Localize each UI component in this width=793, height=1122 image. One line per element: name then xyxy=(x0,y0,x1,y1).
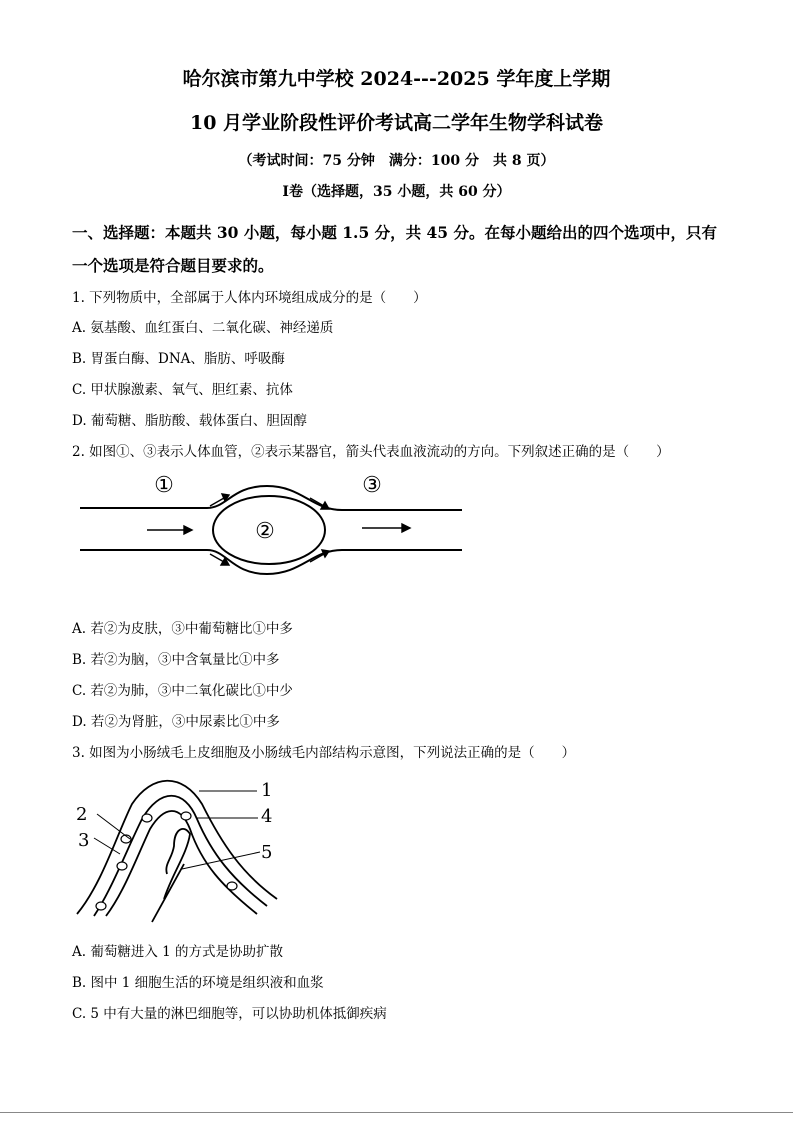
question-3-option-c: C. 5 中有大量的淋巴细胞等，可以协助机体抵御疾病 xyxy=(72,1006,387,1022)
label-1: 1 xyxy=(261,780,273,801)
question-1-option-d: D. 葡萄糖、脂肪酸、载体蛋白、胆固醇 xyxy=(72,413,307,429)
label-3: 3 xyxy=(78,830,90,851)
label-5: 5 xyxy=(261,842,273,863)
question-3-option-b: B. 图中 1 细胞生活的环境是组织液和血浆 xyxy=(72,975,324,991)
exam-info: （考试时间：75 分钟 满分：100 分 共 8 页） xyxy=(238,153,555,169)
question-2-stem: 2. 如图①、③表示人体血管，②表示某器官，箭头代表血液流动的方向。下列叙述正确的是（ ） xyxy=(72,444,670,460)
vessel-upper-wall xyxy=(80,486,462,510)
label-2: 2 xyxy=(76,804,88,825)
blood-vessel-organ-figure xyxy=(72,466,492,596)
vessel-lower-wall xyxy=(80,550,462,574)
section-heading-line-2: 一个选项是符合题目要求的。 xyxy=(72,256,274,275)
question-2-option-d: D. 若②为肾脏，③中尿素比①中多 xyxy=(72,714,280,730)
label-vessel-1: ① xyxy=(154,473,174,498)
question-1-option-c: C. 甲状腺激素、氧气、胆红素、抗体 xyxy=(72,382,293,398)
lacteal-5 xyxy=(164,829,190,899)
section-heading-line-1: 一、选择题：本题共 30 小题，每小题 1.5 分，共 45 分。在每小题给出的四个选项中，只有 xyxy=(72,223,717,242)
question-1-option-a: A. 氨基酸、血红蛋白、二氧化碳、神经递质 xyxy=(72,320,334,336)
title-line-2: 10 月学业阶段性评价考试高二学年生物学科试卷 xyxy=(189,112,604,134)
question-1-option-b: B. 胃蛋白酶、DNA、脂肪、呼吸酶 xyxy=(72,351,285,367)
question-2-option-b: B. 若②为脑，③中含氧量比①中多 xyxy=(72,652,280,668)
page-bottom-rule xyxy=(0,1112,793,1113)
question-2-option-a: A. 若②为皮肤，③中葡萄糖比①中多 xyxy=(72,621,293,637)
label-4: 4 xyxy=(261,806,273,827)
question-3-stem: 3. 如图为小肠绒毛上皮细胞及小肠绒毛内部结构示意图，下列说法正确的是（ ） xyxy=(72,745,576,761)
question-2-option-c: C. 若②为肺，③中二氧化碳比①中少 xyxy=(72,683,293,699)
villus-inner-layer xyxy=(106,811,257,916)
intestinal-villus-figure xyxy=(72,774,292,924)
arrow-upper-left xyxy=(210,498,224,506)
label-organ-2: ② xyxy=(255,519,275,544)
volume-info: Ⅰ卷（选择题，35 小题，共 60 分） xyxy=(282,184,511,200)
question-3-option-a: A. 葡萄糖进入 1 的方式是协助扩散 xyxy=(72,944,284,960)
question-1-stem: 1. 下列物质中，全部属于人体内环境组成成分的是（ ） xyxy=(72,290,427,306)
label-vessel-3: ③ xyxy=(362,473,382,498)
title-line-1: 哈尔滨市第九中学校 2024---2025 学年度上学期 xyxy=(182,68,611,90)
